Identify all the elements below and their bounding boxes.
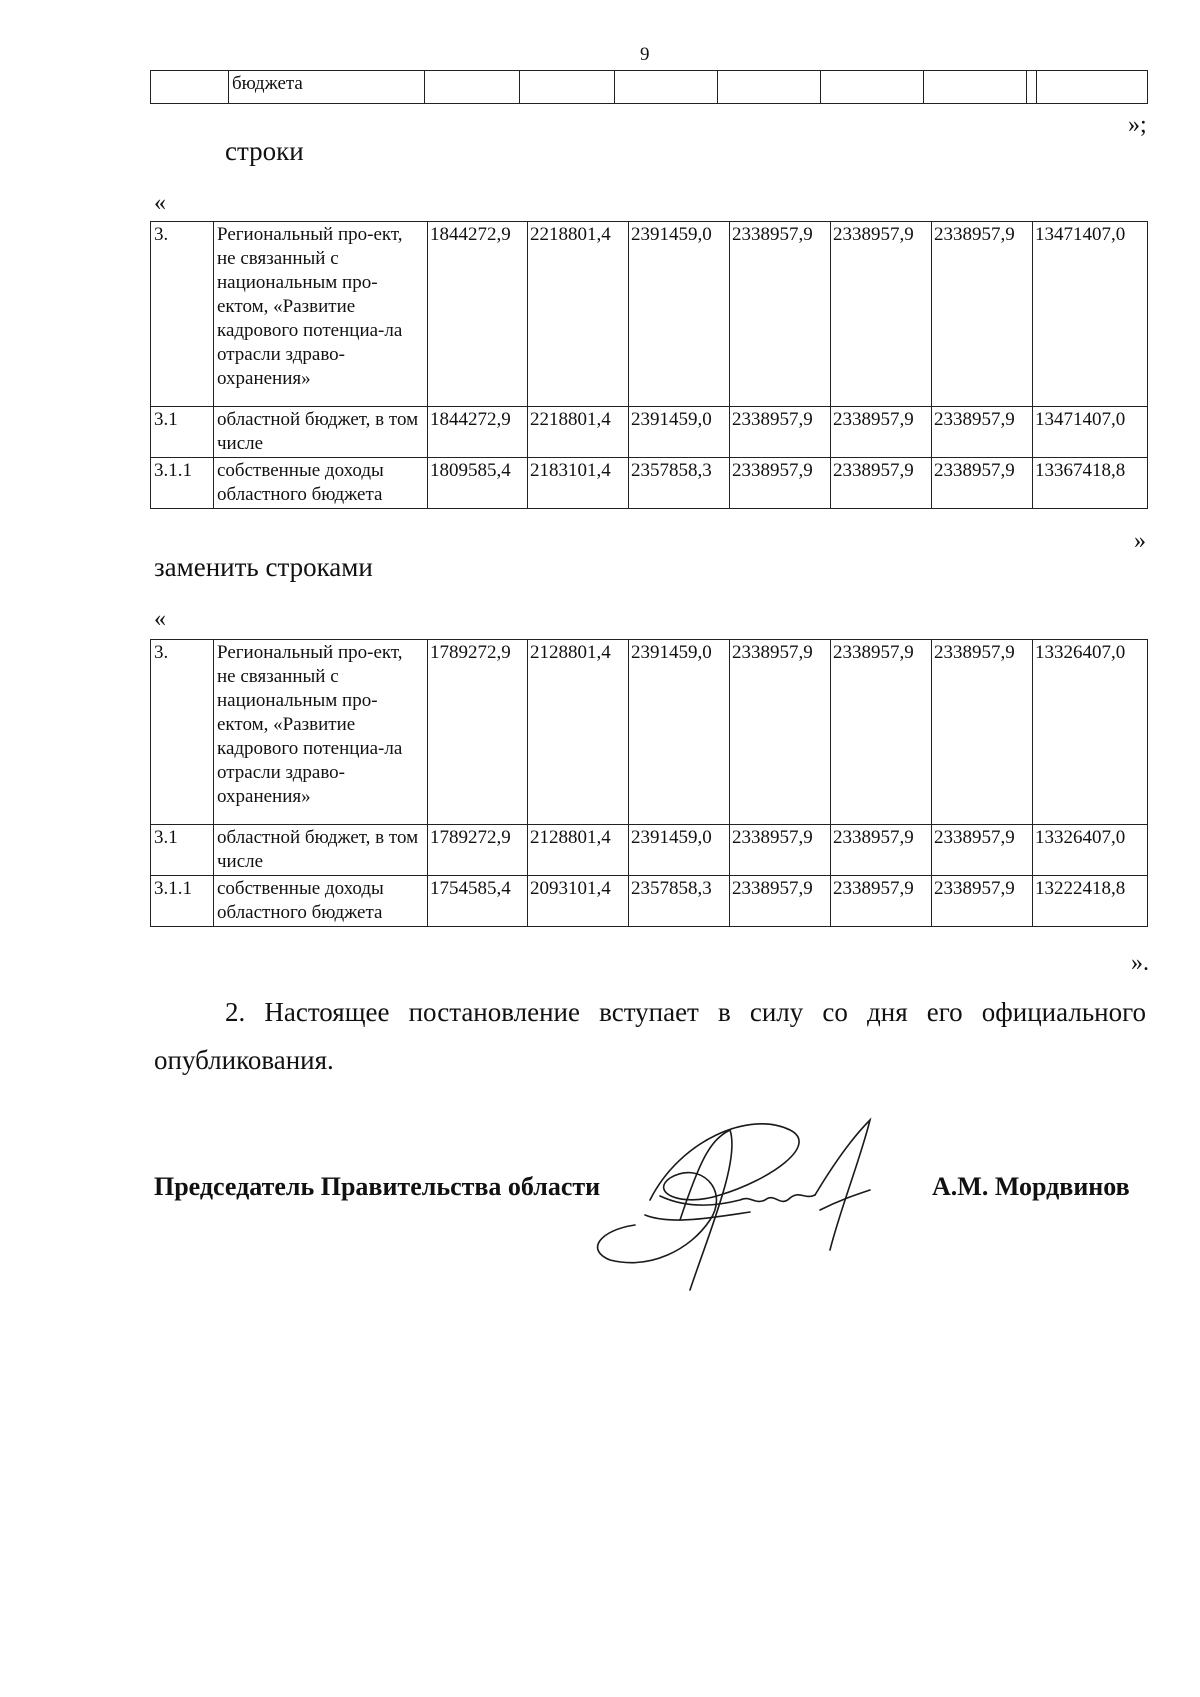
value-cell: 2338957,9 xyxy=(932,640,1033,825)
table-cell xyxy=(520,71,615,104)
table-cell: бюджета xyxy=(229,71,425,104)
signatory-position: Председатель Правительства области xyxy=(154,1172,601,1201)
value-cell: 2338957,9 xyxy=(932,407,1033,458)
value-cell: 2338957,9 xyxy=(730,458,831,509)
table-row xyxy=(151,407,1148,458)
closing-quote: » xyxy=(1134,528,1146,554)
signatory-name: А.М. Мордвинов xyxy=(932,1172,1130,1201)
row-name: Региональный про-ект, не связанный с национальным про-ектом, «Развитие кадрового потенциа-ла отрасли здраво-охранения» xyxy=(214,640,428,825)
value-cell: 2357858,3 xyxy=(629,876,730,927)
opening-quote: « xyxy=(154,606,166,632)
value-cell: 2338957,9 xyxy=(831,876,932,927)
value-cell: 2093101,4 xyxy=(528,876,629,927)
value-cell: 13326407,0 xyxy=(1033,640,1148,825)
value-cell: 13326407,0 xyxy=(1033,825,1148,876)
value-cell: 1789272,9 xyxy=(428,825,528,876)
table-cell xyxy=(924,71,1027,104)
value-cell: 2391459,0 xyxy=(629,222,730,407)
value-cell: 2338957,9 xyxy=(831,407,932,458)
value-cell: 2391459,0 xyxy=(629,407,730,458)
value-cell: 1809585,4 xyxy=(428,458,528,509)
value-cell: 2338957,9 xyxy=(831,825,932,876)
value-cell: 2128801,4 xyxy=(528,640,629,825)
row-name: Региональный про-ект, не связанный с национальным про-ектом, «Развитие кадрового потенциа-ла отрасли здраво-охранения» xyxy=(214,222,428,407)
value-cell: 2338957,9 xyxy=(730,640,831,825)
value-cell: 2338957,9 xyxy=(730,407,831,458)
row-name: собственные доходы областного бюджета xyxy=(214,458,428,509)
table-row xyxy=(151,222,1148,407)
table-cell xyxy=(1027,71,1037,104)
closing-quote: »; xyxy=(1128,112,1147,138)
row-number: 3. xyxy=(151,222,214,407)
value-cell: 2338957,9 xyxy=(730,825,831,876)
value-cell: 2338957,9 xyxy=(932,825,1033,876)
section-label: строки xyxy=(225,136,304,166)
table-row xyxy=(151,876,1148,927)
table-cell xyxy=(615,71,718,104)
row-name: собственные доходы областного бюджета xyxy=(214,876,428,927)
value-cell: 13367418,8 xyxy=(1033,458,1148,509)
table-row xyxy=(151,458,1148,509)
value-cell: 13471407,0 xyxy=(1033,407,1148,458)
value-cell: 1789272,9 xyxy=(428,640,528,825)
value-cell: 2357858,3 xyxy=(629,458,730,509)
closing-quote: ». xyxy=(1131,950,1149,976)
value-cell: 2338957,9 xyxy=(831,640,932,825)
value-cell: 2338957,9 xyxy=(730,222,831,407)
new-rows-table xyxy=(150,639,1148,927)
paragraph: 2. Настоящее постановление вступает в силу со дня его официального опубликования. xyxy=(154,997,1146,1075)
value-cell: 2183101,4 xyxy=(528,458,629,509)
table-cell xyxy=(151,71,229,104)
value-cell: 2338957,9 xyxy=(932,222,1033,407)
section-label: заменить строками xyxy=(154,552,373,582)
opening-quote: « xyxy=(154,190,166,216)
table-cell xyxy=(821,71,924,104)
value-cell: 2338957,9 xyxy=(831,458,932,509)
row-number: 3.1 xyxy=(151,407,214,458)
table-cell xyxy=(718,71,821,104)
row-name: областной бюджет, в том числе xyxy=(214,825,428,876)
row-name: областной бюджет, в том числе xyxy=(214,407,428,458)
value-cell: 2338957,9 xyxy=(831,222,932,407)
value-cell: 2218801,4 xyxy=(528,407,629,458)
value-cell: 1844272,9 xyxy=(428,407,528,458)
row-number: 3.1.1 xyxy=(151,876,214,927)
page-number: 9 xyxy=(640,44,650,65)
table-row xyxy=(151,71,1148,104)
row-number: 3.1.1 xyxy=(151,458,214,509)
table-row xyxy=(151,640,1148,825)
value-cell: 2218801,4 xyxy=(528,222,629,407)
value-cell: 2338957,9 xyxy=(730,876,831,927)
value-cell: 2128801,4 xyxy=(528,825,629,876)
value-cell: 2338957,9 xyxy=(932,876,1033,927)
value-cell: 13222418,8 xyxy=(1033,876,1148,927)
value-cell: 13471407,0 xyxy=(1033,222,1148,407)
value-cell: 1754585,4 xyxy=(428,876,528,927)
table-cell xyxy=(425,71,520,104)
table-cell xyxy=(1037,71,1148,104)
top-table-fragment xyxy=(150,70,1148,104)
old-rows-table xyxy=(150,221,1148,509)
row-number: 3. xyxy=(151,640,214,825)
value-cell: 1844272,9 xyxy=(428,222,528,407)
table-row xyxy=(151,825,1148,876)
value-cell: 2391459,0 xyxy=(629,640,730,825)
handwritten-signature xyxy=(590,1100,950,1310)
value-cell: 2338957,9 xyxy=(932,458,1033,509)
row-number: 3.1 xyxy=(151,825,214,876)
value-cell: 2391459,0 xyxy=(629,825,730,876)
